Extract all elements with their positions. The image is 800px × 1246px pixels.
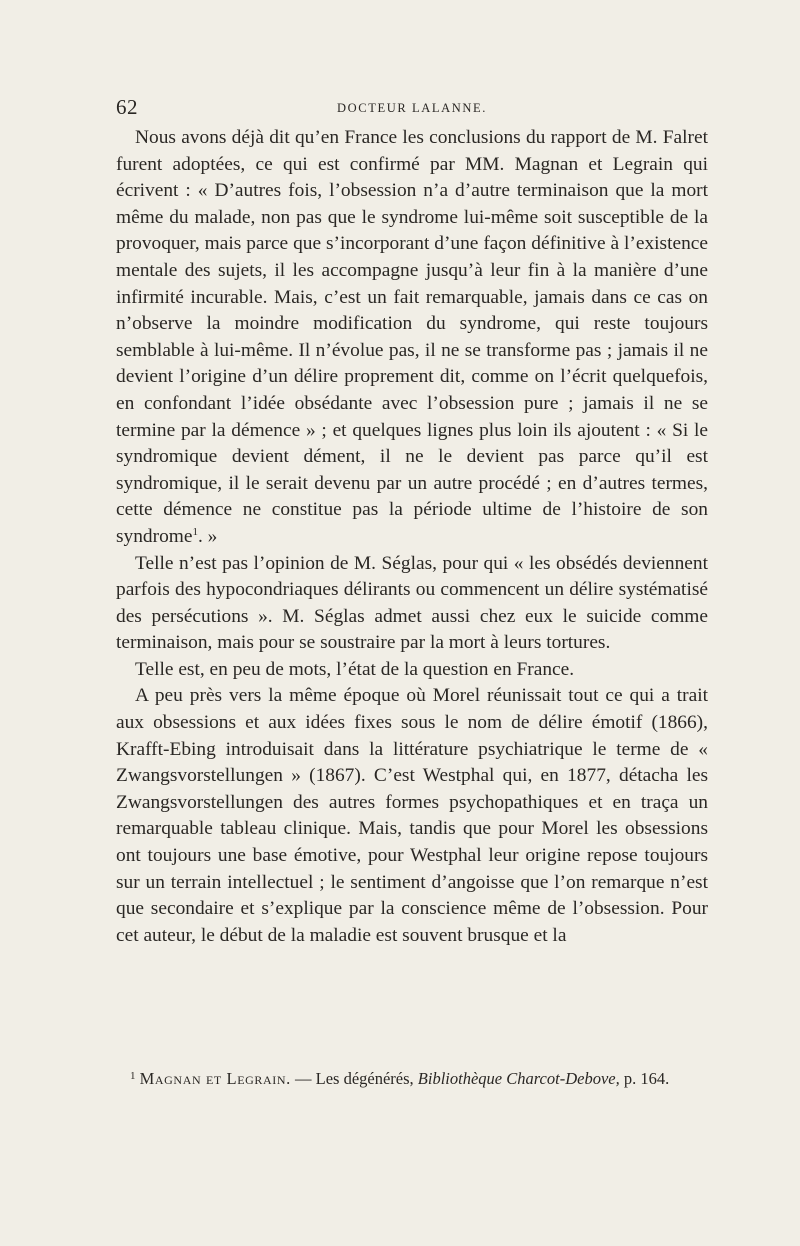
body-text (116, 125, 708, 949)
paragraph: Telle n’est pas l’opinion de M. Séglas, pour qui « les obsédés deviennent parfois des hypocondriaques délirants ou commencent un délire systématisé des persécutions ». M. Séglas admet aussi chez eux le suicide comme terminaison, mais pour se soustraire par la mort à leurs tortures. (116, 552, 708, 654)
paragraph: Telle est, en peu de mots, l’état de la question en France. (135, 658, 575, 680)
footnote-number: 1 (130, 1070, 136, 1082)
page-header (116, 95, 708, 125)
footnote-authors: Magnan et Legrain. (139, 1069, 291, 1088)
paragraph (116, 125, 708, 551)
paragraph: A peu près vers la même époque où Morel réunissait tout ce qui a trait aux obsessions et aux idées fixes sous le nom de délire émotif (1866), Krafft-Ebing introduisait dans la littérature psychiatrique le terme de « Zwangsvorstellungen » (1867). C’est Westphal qui, en 1877, détacha les Zwangsvorstellungen des autres formes psychopathiques et en traça un remarquable tableau clinique. Mais, tandis que pour Morel les obsessions ont toujours une base émotive, pour Westphal leur origine repose toujours sur un terrain intellectuel ; le sentiment d’angoisse que l’on remarque n’est que secondaire et s’explique par la conscience même de l’obsession. Pour cet auteur, le début de la maladie est souvent brusque et la (116, 685, 708, 946)
quote-closing: . » (197, 525, 218, 547)
footnote-title: Bibliothèque Charcot-Debove, (417, 1069, 620, 1088)
page-number: 62 (116, 95, 138, 119)
footnote-reference[interactable]: 1 (192, 525, 198, 538)
running-head: DOCTEUR LALANNE. (337, 101, 487, 115)
paragraph-text: Nous avons déjà dit qu’en France les conclusions du rapport de M. Falret furent adoptées, ce qui est confirmé par MM. Magnan et Legrain qui écrivent : « D’autres fois, l’obsession n’a d’autre terminaison que la mort même du malade, non pas que le syndrome lui-même soit susceptible de la provoquer, mais parce que s’incorporant d’une façon définitive à l’existence mentale des sujets, il les accompagne jusqu’à leur fin à la manière d’une infirmité incurable. Mais, c’est un fait remarquable, jamais dans ce cas on n’observe la moindre modification du syndrome, qui reste toujours semblable à lui-même. Il n’évolue pas, il ne se transforme pas ; jamais il ne devient l’origine d’un délire proprement dit, comme on l’écrit quelquefois, en confondant l’idée obsédante avec l’obsession pure ; jamais il ne se termine par la démence » ; et quelques lignes plus loin ils ajoutent : « Si le syndromique devient dément, il ne le devient pas parce qu’il est syndromique, il le serait devenu par un autre procédé ; en d’autres termes, cette démence ne constitue pas la période ultime de l’histoire de son syndrome (116, 127, 708, 547)
footnote (116, 1068, 708, 1090)
footnote-pages: p. 164. (619, 1069, 670, 1088)
footnote-text: — Les dégénérés, (290, 1069, 418, 1088)
